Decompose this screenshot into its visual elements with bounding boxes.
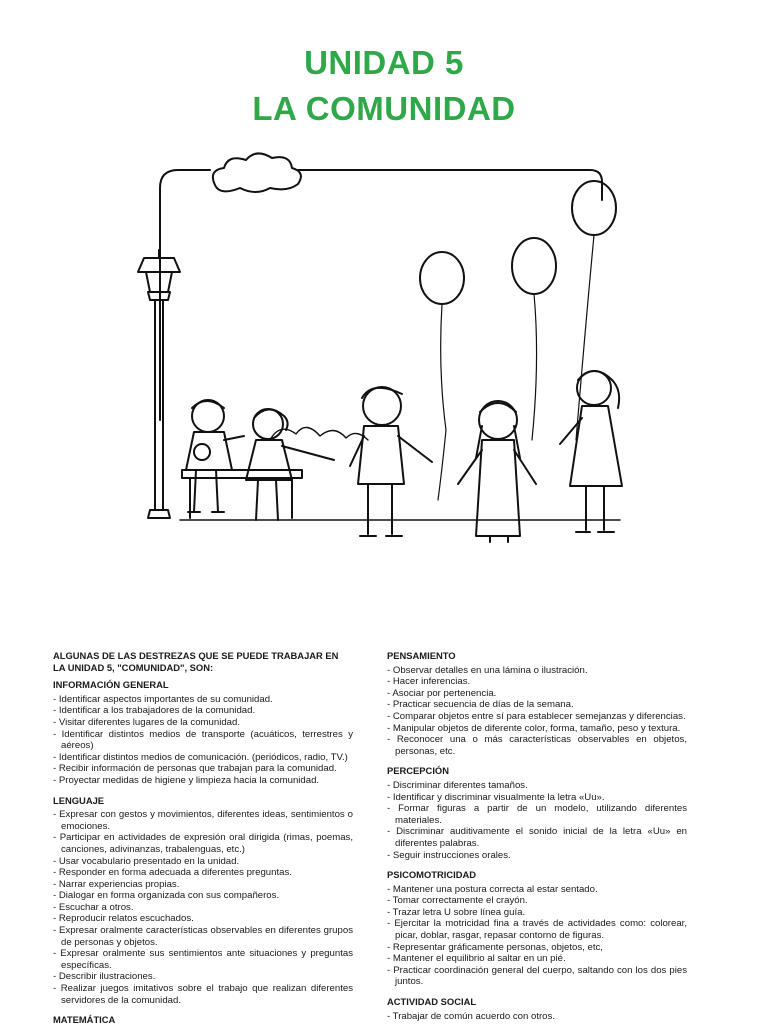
- community-children-illustration: [120, 140, 640, 560]
- section-psicomotricidad: [387, 869, 687, 988]
- skill-list: [387, 884, 687, 988]
- skills-left-column: [53, 650, 353, 1029]
- section-heading: PENSAMIENTO: [387, 650, 456, 661]
- skill-item: - Trabajar de común acuerdo con otros.: [387, 1010, 555, 1022]
- skill-list: [53, 694, 353, 787]
- skill-item: - Practicar secuencia de días de la semana.: [387, 699, 574, 711]
- skills-intro: ALGUNAS DE LAS DESTREZAS QUE SE PUEDE TRABAJAR EN LA UNIDAD 5, "COMUNIDAD", SON:: [53, 650, 339, 673]
- girl-pointing-icon: [246, 409, 334, 520]
- section-heading: ACTIVIDAD SOCIAL: [387, 996, 477, 1008]
- skill-item: - Recibir información de personas que trabajan para la comunidad.: [53, 763, 337, 775]
- section-heading: PSICOMOTRICIDAD: [387, 869, 477, 881]
- skill-item: - Tomar correctamente el crayón.: [387, 895, 528, 907]
- skills-right-column: [387, 650, 687, 1030]
- skill-item: - Expresar oralmente sus sentimientos ante situaciones y preguntas específicas.: [53, 948, 353, 971]
- child-with-baby-icon: [186, 400, 244, 512]
- skill-item: - Identificar aspectos importantes de su comunidad.: [53, 693, 273, 705]
- section-informacion-general: [53, 679, 353, 786]
- skill-item: - Representar gráficamente personas, objetos, etc,: [387, 941, 603, 953]
- section-actividad-social: [387, 996, 687, 1022]
- skill-item: - Mantener el equilibrio al saltar en un pié.: [387, 953, 566, 965]
- skill-item: - Identificar y discriminar visualmente la letra «Uu».: [387, 791, 605, 803]
- skill-item: - Ejercitar la motricidad fina a través de actividades como: colorear, picar, doblar, rasgar, repasar contorno de figuras.: [387, 918, 687, 942]
- skill-item: - Proyectar medidas de higiene y limpieza hacia la comunidad.: [53, 774, 320, 786]
- skill-item: - Dialogar en forma organizada con sus compañeros.: [53, 890, 280, 902]
- skill-item: - Trazar letra U sobre línea guía.: [387, 906, 526, 918]
- unit-number-title: UNIDAD 5: [304, 44, 464, 81]
- skill-item: - Identificar distintos medios de comunicación. (periódicos, radio, TV.): [53, 751, 348, 763]
- skill-item: - Participar en actividades de expresión oral dirigida (rimas, poemas, canciones, adivinanzas, trabalenguas, etc.): [53, 832, 353, 855]
- skill-item: - Comparar objetos entre sí para establecer semejanzas y diferencias.: [387, 710, 686, 722]
- girl-with-braids-icon: [458, 401, 536, 542]
- section-percepcion: [387, 765, 687, 861]
- skill-item: - Reproducir relatos escuchados.: [53, 913, 194, 925]
- section-heading: MATEMÁTICA: [53, 1014, 116, 1026]
- unit-name-title: LA COMUNIDAD: [252, 90, 516, 127]
- skill-item: - Realizar juegos imitativos sobre el trabajo que realizan diferentes servidores de la comunidad.: [53, 983, 353, 1006]
- skill-item: - Escuchar a otros.: [53, 901, 134, 913]
- skill-item: - Identificar distintos medios de transporte (acuáticos, terrestres y aéreos): [53, 728, 353, 752]
- section-heading: PERCEPCIÓN: [387, 765, 449, 777]
- skill-item: - Asociar por pertenencia.: [387, 687, 497, 699]
- bench-icon: [182, 470, 302, 518]
- skill-list: [387, 780, 687, 861]
- skill-list: [53, 809, 353, 1006]
- skill-item: - Describir ilustraciones.: [53, 971, 156, 983]
- section-heading: INFORMACIÓN GENERAL: [53, 679, 169, 691]
- skill-list: [387, 665, 687, 758]
- skill-list: [387, 1011, 687, 1023]
- section-matematica: [53, 1014, 353, 1026]
- skill-item: - Discriminar diferentes tamaños.: [387, 779, 528, 791]
- skill-item: - Identificar a los trabajadores de la comunidad.: [53, 705, 256, 717]
- skill-item: - Observar detalles en una lámina o ilustración.: [387, 664, 588, 676]
- section-lenguaje: [53, 795, 353, 1007]
- skill-item: - Mantener una postura correcta al estar sentado.: [387, 883, 598, 895]
- skill-item: - Usar vocabulario presentado en la unidad.: [53, 855, 240, 867]
- girl-holding-balloons-icon: [560, 371, 622, 532]
- skill-item: - Visitar diferentes lugares de la comunidad.: [53, 716, 241, 728]
- skill-item: - Expresar oralmente características observables en diferentes grupos de personas y objetos.: [53, 925, 353, 948]
- skill-item: - Manipular objetos de diferente color, forma, tamaño, peso y textura.: [387, 722, 681, 734]
- skill-item: - Formar figuras a partir de un modelo, utilizando diferentes materiales.: [387, 803, 687, 826]
- skill-item: - Seguir instrucciones orales.: [387, 849, 511, 861]
- boy-standing-icon: [350, 387, 432, 536]
- skill-item: - Responder en forma adecuada a diferentes preguntas.: [53, 867, 292, 879]
- skill-item: - Practicar coordinación general del cuerpo, saltando con los dos pies juntos.: [387, 964, 687, 988]
- skill-item: - Expresar con gestos y movimientos, diferentes ideas, sentimientos o emociones.: [53, 809, 353, 832]
- skill-item: - Narrar experiencias propias.: [53, 878, 180, 890]
- skill-item: - Reconocer una o más características observables en objetos, personas, etc.: [387, 734, 687, 757]
- skill-item: - Hacer inferencias.: [387, 676, 471, 688]
- section-heading: LENGUAJE: [53, 794, 105, 806]
- cloud-icon: [213, 153, 301, 192]
- section-pensamiento: [387, 650, 687, 757]
- skill-item: - Discriminar auditivamente el sonido inicial de la letra «Uu» en diferentes palabras.: [387, 826, 687, 849]
